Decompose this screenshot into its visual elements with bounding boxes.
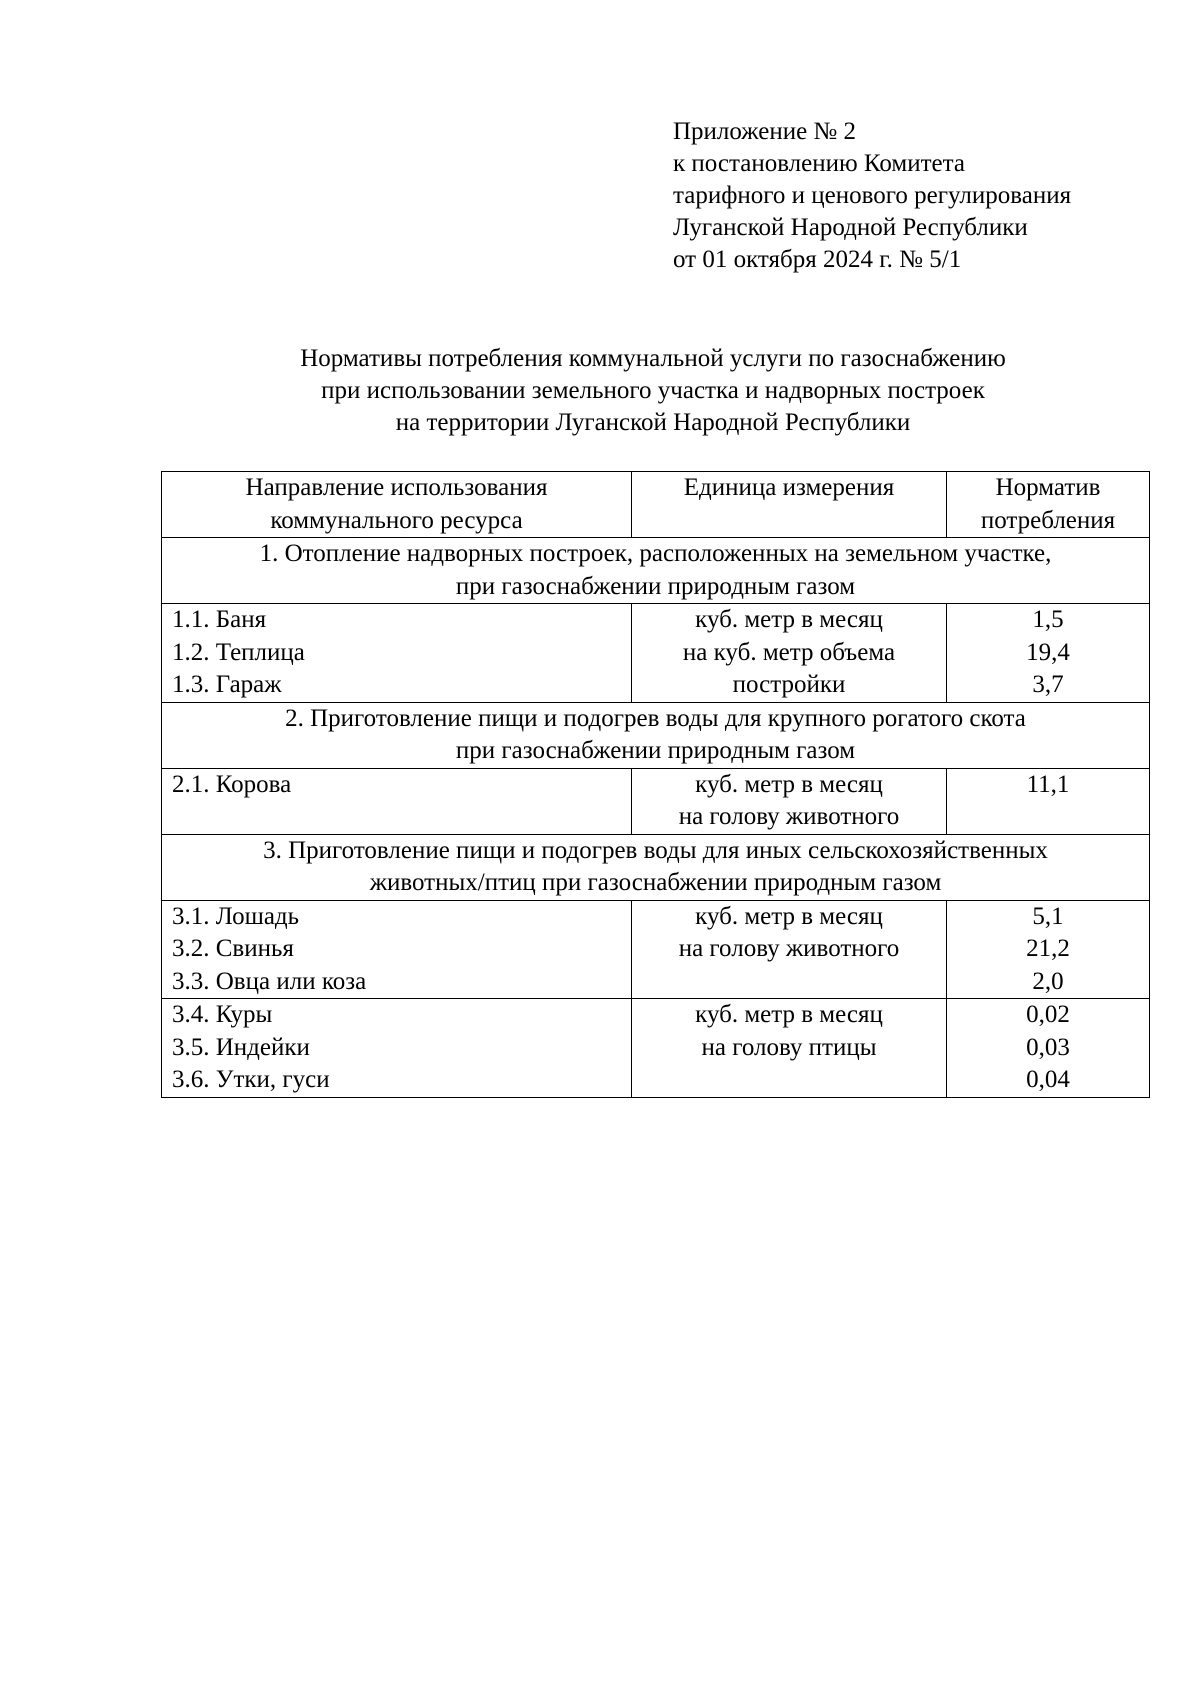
title-line: при использовании земельного участка и надворных построек <box>321 377 985 404</box>
section-heading-row <box>162 834 1150 900</box>
value-cell: 0,02 0,03 0,04 <box>947 999 1150 1098</box>
appendix-line: от 01 октября 2024 г. № 5/1 <box>673 246 962 273</box>
item-names: 3.1. Лошадь 3.2. Свинья 3.3. Овца или коза <box>162 900 632 999</box>
unit-cell: куб. метр в месяц на голову животного <box>632 900 947 999</box>
appendix-reference <box>673 116 1071 276</box>
unit-cell: куб. метр в месяц на голову птицы <box>632 999 947 1098</box>
header-unit: Единица измерения <box>632 472 947 538</box>
unit-cell: куб. метр в месяц на голову животного <box>632 768 947 834</box>
item-names: 1.1. Баня 1.2. Теплица 1.3. Гараж <box>162 604 632 703</box>
norms-table <box>161 471 1150 1098</box>
header-norm: Норматив потребления <box>947 472 1150 538</box>
table-row <box>162 604 1150 703</box>
table-row <box>162 900 1150 999</box>
title-line: Нормативы потребления коммунальной услуги по газоснабжению <box>300 345 1006 372</box>
appendix-line: к постановлению Комитета <box>673 150 965 177</box>
section-heading-row <box>162 702 1150 768</box>
item-names: 2.1. Корова <box>162 768 632 834</box>
table-header-row <box>162 472 1150 538</box>
header-direction: Направление использования коммунального ресурса <box>162 472 632 538</box>
section-heading: 2. Приготовление пищи и подогрев воды для крупного рогатого скота при газоснабжении природным газом <box>162 702 1150 768</box>
item-names: 3.4. Куры 3.5. Индейки 3.6. Утки, гуси <box>162 999 632 1098</box>
section-heading: 1. Отопление надворных построек, расположенных на земельном участке, при газоснабжении природным газом <box>162 538 1150 604</box>
appendix-line: Луганской Народной Республики <box>673 214 1028 241</box>
appendix-line: тарифного и ценового регулирования <box>673 182 1072 209</box>
table-row <box>162 768 1150 834</box>
value-cell: 1,5 19,4 3,7 <box>947 604 1150 703</box>
table-row <box>162 999 1150 1098</box>
value-cell: 5,1 21,2 2,0 <box>947 900 1150 999</box>
section-heading: 3. Приготовление пищи и подогрев воды для иных сельскохозяйственных животных/птиц при газоснабжении природным газом <box>162 834 1150 900</box>
appendix-line: Приложение № 2 <box>673 118 857 145</box>
unit-cell: куб. метр в месяц на куб. метр объема постройки <box>632 604 947 703</box>
title-line: на территории Луганской Народной Республики <box>395 409 911 436</box>
section-heading-row <box>162 538 1150 604</box>
document-title <box>160 343 1146 439</box>
value-cell: 11,1 <box>947 768 1150 834</box>
